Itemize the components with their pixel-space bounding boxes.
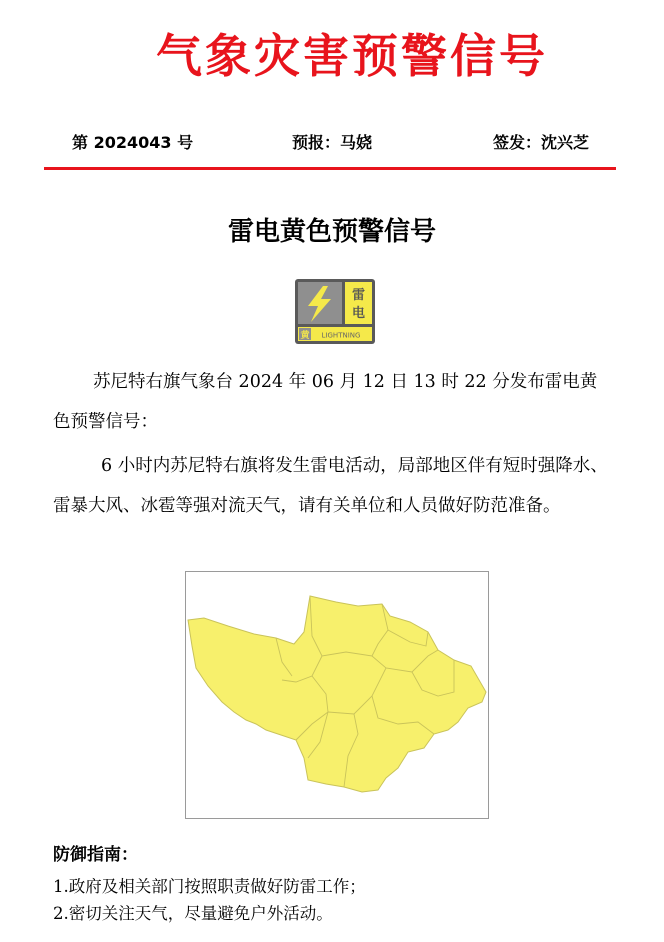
issuance-paragraph: 苏尼特右旗气象台 2024 年 06 月 12 日 13 时 22 分发布雷电黄色预警信号： [53, 372, 598, 432]
icon-char-top: 雷 [351, 288, 366, 303]
region-outline [188, 596, 486, 792]
header-divider [44, 167, 616, 170]
icon-char-bottom: 电 [351, 306, 366, 321]
icon-label-cn: 黄 [300, 331, 310, 341]
guidance-item: 1.政府及相关部门按照职责做好防雷工作； [53, 877, 366, 896]
lightning-yellow-warning-icon [294, 278, 376, 345]
icon-label-en: LIGHTNING [321, 331, 361, 340]
forecaster-name: 预报：马娆 [292, 133, 373, 152]
meta-row [0, 130, 664, 154]
region-map-svg [186, 572, 488, 818]
warning-detail-paragraph: 6 小时内苏尼特右旗将发生雷电活动，局部地区伴有短时强降水、雷暴大风、冰雹等强对流天气，请有关单位和人员做好防范准备。 [53, 456, 608, 516]
issue-number: 第 2024043 号 [72, 133, 194, 152]
document-title: 气象灾害预警信号 [156, 29, 548, 83]
warning-area-map [185, 571, 489, 819]
signal-title: 雷电黄色预警信号 [227, 217, 436, 247]
signer-name: 签发：沈兴芝 [493, 133, 590, 152]
guidance-item: 2.密切关注天气，尽量避免户外活动。 [53, 904, 333, 923]
guidance-title: 防御指南： [53, 845, 138, 865]
